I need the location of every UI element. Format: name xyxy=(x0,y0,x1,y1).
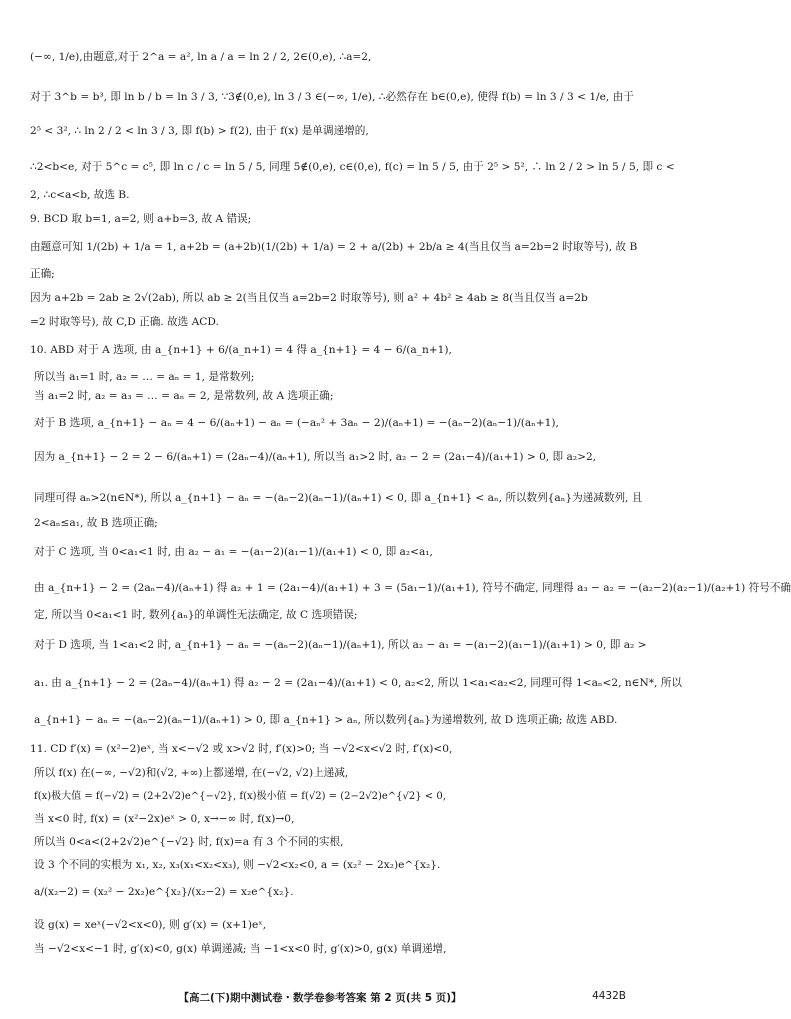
footer-code: 4432B xyxy=(592,990,626,1002)
text-line: 定, 所以当 0<a₁<1 时, 数列{aₙ}的单调性无法确定, 故 C 选项错误; xyxy=(34,609,358,621)
text-line: (−∞, 1/e),由题意,对于 2^a = a², ln a / a = ln 2 / 2, 2∈(0,e), ∴a=2, xyxy=(30,51,372,63)
text-line: ∴2<b<e, 对于 5^c = c⁵, 即 ln c / c = ln 5 / 5, 同理 5∉(0,e), c∈(0,e), f(c) = ln 5 / 5, 由于 2⁵ > 5², ∴ ln 2 / 2 > ln 5 / 5, 即 c < xyxy=(30,161,675,173)
text-line: 因为 a+2b = 2ab ≥ 2√(2ab), 所以 ab ≥ 2(当且仅当 a=2b=2 时取等号), 则 a² + 4b² ≥ 4ab ≥ 8(当且仅当 a=2b xyxy=(30,292,588,304)
text-line: 对于 C 选项, 当 0<a₁<1 时, 由 a₂ − a₁ = −(a₁−2)(a₁−1)/(a₁+1) < 0, 即 a₂<a₁, xyxy=(34,546,433,558)
text-line: 11. CD f′(x) = (x²−2)eˣ, 当 x<−√2 或 x>√2 时, f′(x)>0; 当 −√2<x<√2 时, f′(x)<0, xyxy=(30,743,453,755)
text-line: a₁. 由 a_{n+1} − 2 = (2aₙ−4)/(aₙ+1) 得 a₂ − 2 = (2a₁−4)/(a₁+1) < 0, a₂<2, 所以 1<a₁<a₂<2, 同理可得 1<aₙ<2, n∈N*, 所以 xyxy=(34,677,682,689)
footer-title: 【高二(下)期中测试卷・数学卷参考答案 第 2 页(共 5 页)】 xyxy=(178,992,462,1004)
text-line: 当 −√2<x<−1 时, g′(x)<0, g(x) 单调递减; 当 −1<x<0 时, g′(x)>0, g(x) 单调递增, xyxy=(34,943,447,955)
text-line: 所以当 0<a<(2+2√2)e^{−√2} 时, f(x)=a 有 3 个不同的实根, xyxy=(34,836,344,848)
text-line: 因为 a_{n+1} − 2 = 2 − 6/(aₙ+1) = (2aₙ−4)/(aₙ+1), 所以当 a₁>2 时, a₂ − 2 = (2a₁−4)/(a₁+1) > 0, 即 a₂>2, xyxy=(34,451,597,463)
text-line: 当 a₁=2 时, a₂ = a₃ = … = aₙ = 2, 是常数列, 故 A 选项正确; xyxy=(34,390,334,402)
text-line: 设 3 个不同的实根为 x₁, x₂, x₃(x₁<x₂<x₃), 则 −√2<x₂<0, a = (x₂² − 2x₂)e^{x₂}. xyxy=(34,859,441,871)
text-line: 正确; xyxy=(30,268,55,280)
text-line: f(x)极大值 = f(−√2) = (2+2√2)e^{−√2}, f(x)极小值 = f(√2) = (2−2√2)e^{√2} < 0, xyxy=(34,791,446,802)
text-line: 对于 D 选项, 当 1<a₁<2 时, a_{n+1} − aₙ = −(aₙ−2)(aₙ−1)/(aₙ+1), 所以 a₂ − a₁ = −(a₁−2)(a₁−1)/(a₁+1) > 0, 即 a₂ > xyxy=(34,639,647,651)
text-line: 由 a_{n+1} − 2 = (2aₙ−4)/(aₙ+1) 得 a₂ + 1 = (2a₁−4)/(a₁+1) + 3 = (5a₁−1)/(a₁+1), 符号不确定, 同理得 a₃ − a₂ = −(a₂−2)(a₂−1)/(a₂+1) 符号不确 xyxy=(34,582,791,594)
text-line: 所以 f(x) 在(−∞, −√2)和(√2, +∞)上都递增, 在(−√2, √2)上递减, xyxy=(34,767,349,779)
text-line: 所以当 a₁=1 时, a₂ = … = aₙ = 1, 是常数列; xyxy=(34,371,255,383)
text-line: =2 时取等号), 故 C,D 正确. 故选 ACD. xyxy=(30,316,219,328)
text-line: 2<aₙ≤a₁, 故 B 选项正确; xyxy=(34,517,158,529)
text-line: 设 g(x) = xeˣ(−√2<x<0), 则 g′(x) = (x+1)eˣ, xyxy=(34,919,267,931)
text-line: 由题意可知 1/(2b) + 1/a = 1, a+2b = (a+2b)(1/(2b) + 1/a) = 2 + a/(2b) + 2b/a ≥ 4(当且仅当 a=2b=2 时取等号), 故 B xyxy=(30,241,638,253)
text-line: 当 x<0 时, f(x) = (x²−2x)eˣ > 0, x→−∞ 时, f(x)→0, xyxy=(34,813,295,825)
text-line: 同理可得 aₙ>2(n∈N*), 所以 a_{n+1} − aₙ = −(aₙ−2)(aₙ−1)/(aₙ+1) < 0, 即 a_{n+1} < aₙ, 所以数列{aₙ}为递减数列, 且 xyxy=(34,492,643,504)
text-line: 对于 3^b = b³, 即 ln b / b = ln 3 / 3, ∵3∉(0,e), ln 3 / 3 ∈(−∞, 1/e), ∴必然存在 b∈(0,e), 使得 f(b) = ln 3 / 3 < 1/e, 由于 xyxy=(30,91,634,103)
text-line: a/(x₂−2) = (x₂² − 2x₂)e^{x₂}/(x₂−2) = x₂e^{x₂}. xyxy=(34,886,294,898)
text-line: 对于 B 选项, a_{n+1} − aₙ = 4 − 6/(aₙ+1) − aₙ = (−aₙ² + 3aₙ − 2)/(aₙ+1) = −(aₙ−2)(aₙ−1)/(aₙ+1), xyxy=(34,417,559,429)
text-line: 9. BCD 取 b=1, a=2, 则 a+b=3, 故 A 错误; xyxy=(30,213,252,225)
text-line: 10. ABD 对于 A 选项, 由 a_{n+1} + 6/(a_n+1) = 4 得 a_{n+1} = 4 − 6/(a_n+1), xyxy=(30,344,452,356)
text-line: a_{n+1} − aₙ = −(aₙ−2)(aₙ−1)/(aₙ+1) > 0, 即 a_{n+1} > aₙ, 所以数列{aₙ}为递增数列, 故 D 选项正确; 故选 ABD. xyxy=(34,714,618,726)
text-line: 2⁵ < 3², ∴ ln 2 / 2 < ln 3 / 3, 即 f(b) > f(2), 由于 f(x) 是单调递增的, xyxy=(30,125,369,137)
page-footer xyxy=(0,990,648,1006)
text-line: 2, ∴c<a<b, 故选 B. xyxy=(30,189,130,201)
